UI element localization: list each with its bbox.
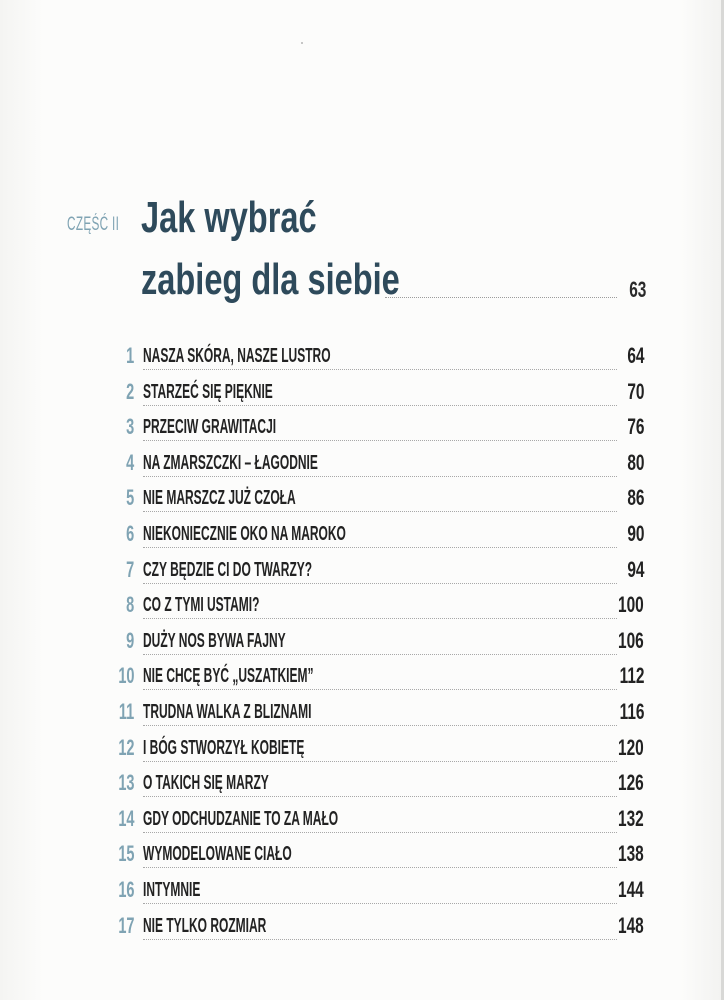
chapter-title: DUŻY NOS BYWA FAJNY xyxy=(143,629,286,652)
chapter-title: NA ZMARSZCZKI – ŁAGODNIE xyxy=(143,451,318,474)
chapter-number: 11 xyxy=(118,699,134,724)
toc-row xyxy=(0,841,724,875)
chapter-number: 17 xyxy=(117,912,134,938)
dot-leader xyxy=(143,405,617,406)
toc-row xyxy=(0,485,724,519)
toc-row xyxy=(0,379,724,413)
chapter-title: INTYMNIE xyxy=(143,879,201,901)
dot-leader xyxy=(143,476,617,477)
dot-leader xyxy=(143,939,617,940)
chapter-title: PRZECIW GRAWITACJI xyxy=(143,416,277,439)
toc-row xyxy=(0,806,724,840)
chapter-page-number: 76 xyxy=(626,414,644,440)
part-title-line-1: Jak wybrać xyxy=(141,193,317,242)
chapter-page-number: 120 xyxy=(618,734,644,760)
dot-leader xyxy=(143,832,617,833)
toc-row xyxy=(0,913,724,947)
toc-row xyxy=(0,592,724,626)
part-title-line-2: zabieg dla siebie xyxy=(141,255,400,304)
dot-leader xyxy=(143,725,617,726)
chapter-number: 6 xyxy=(125,521,134,546)
toc-row xyxy=(0,699,724,733)
toc-row xyxy=(0,450,724,484)
chapter-page-number: 64 xyxy=(626,343,644,368)
chapter-number: 4 xyxy=(125,449,134,475)
chapter-title: NIE MARSZCZ JUŻ CZOŁA xyxy=(143,487,296,510)
chapter-page-number: 106 xyxy=(618,627,644,653)
chapter-page-number: 116 xyxy=(619,699,644,724)
chapter-page-number: 94 xyxy=(626,556,644,582)
chapter-number: 3 xyxy=(125,414,134,440)
chapter-number: 1 xyxy=(125,343,134,368)
chapter-page-number: 144 xyxy=(618,877,644,902)
toc-row xyxy=(0,628,724,662)
chapter-page-number: 132 xyxy=(618,805,644,831)
chapter-title: NIEKONIECZNIE OKO NA MAROKO xyxy=(143,523,346,545)
chapter-title: TRUDNA WALKA Z BLIZNAMI xyxy=(143,701,312,723)
dot-leader xyxy=(143,440,617,441)
toc-row xyxy=(0,343,724,377)
dot-leader xyxy=(143,511,617,512)
chapter-title: NIE TYLKO ROZMIAR xyxy=(143,914,267,937)
chapter-number: 14 xyxy=(117,805,134,831)
chapter-page-number: 126 xyxy=(618,770,644,796)
chapter-number: 15 xyxy=(117,841,134,867)
dot-leader xyxy=(143,903,617,904)
chapter-page-number: 112 xyxy=(619,663,644,689)
chapter-number: 10 xyxy=(117,663,134,689)
chapter-number: 5 xyxy=(125,485,134,511)
chapter-title: NIE CHCĘ BYĆ „USZATKIEM” xyxy=(143,665,314,688)
part-dot-leader xyxy=(385,297,617,298)
chapter-title: O TAKICH SIĘ MARZY xyxy=(143,772,269,795)
toc-row xyxy=(0,414,724,448)
dot-leader xyxy=(143,654,617,655)
toc-row xyxy=(0,557,724,591)
chapter-page-number: 90 xyxy=(626,521,644,546)
chapter-page-number: 70 xyxy=(626,378,644,404)
chapter-page-number: 148 xyxy=(618,912,644,938)
dot-leader xyxy=(143,547,617,548)
chapter-page-number: 86 xyxy=(626,485,644,511)
dot-leader xyxy=(143,689,617,690)
chapter-page-number: 80 xyxy=(626,449,644,475)
toc-row xyxy=(0,663,724,697)
chapter-number: 8 xyxy=(125,592,134,618)
part-label: CZĘŚĆ II xyxy=(67,214,120,235)
chapter-page-number: 138 xyxy=(618,841,644,867)
chapter-title: NASZA SKÓRA, NASZE LUSTRO xyxy=(143,345,331,367)
toc-row xyxy=(0,735,724,769)
dot-leader xyxy=(143,618,617,619)
chapter-number: 13 xyxy=(117,770,134,796)
chapter-title: CO Z TYMI USTAMI? xyxy=(143,594,260,617)
part-page-number: 63 xyxy=(629,277,647,302)
toc-row xyxy=(0,877,724,911)
chapter-number: 2 xyxy=(125,378,134,404)
toc-row xyxy=(0,521,724,555)
chapter-title: STARZEĆ SIĘ PIĘKNIE xyxy=(143,380,273,403)
chapter-title: CZY BĘDZIE CI DO TWARZY? xyxy=(143,558,313,581)
dot-leader xyxy=(143,583,617,584)
chapter-title: WYMODELOWANE CIAŁO xyxy=(143,843,292,866)
dot-leader xyxy=(143,867,617,868)
toc-row xyxy=(0,770,724,804)
chapter-number: 9 xyxy=(125,627,134,653)
dot-leader xyxy=(143,369,617,370)
chapter-number: 12 xyxy=(117,734,134,760)
chapter-title: I BÓG STWORZYŁ KOBIETĘ xyxy=(143,736,305,759)
chapter-title: GDY ODCHUDZANIE TO ZA MAŁO xyxy=(143,807,339,830)
dot-leader xyxy=(143,761,617,762)
chapter-number: 16 xyxy=(117,877,134,902)
dot-leader xyxy=(143,796,617,797)
chapter-page-number: 100 xyxy=(618,592,644,618)
chapter-number: 7 xyxy=(125,556,134,582)
paper-speck xyxy=(301,42,303,44)
